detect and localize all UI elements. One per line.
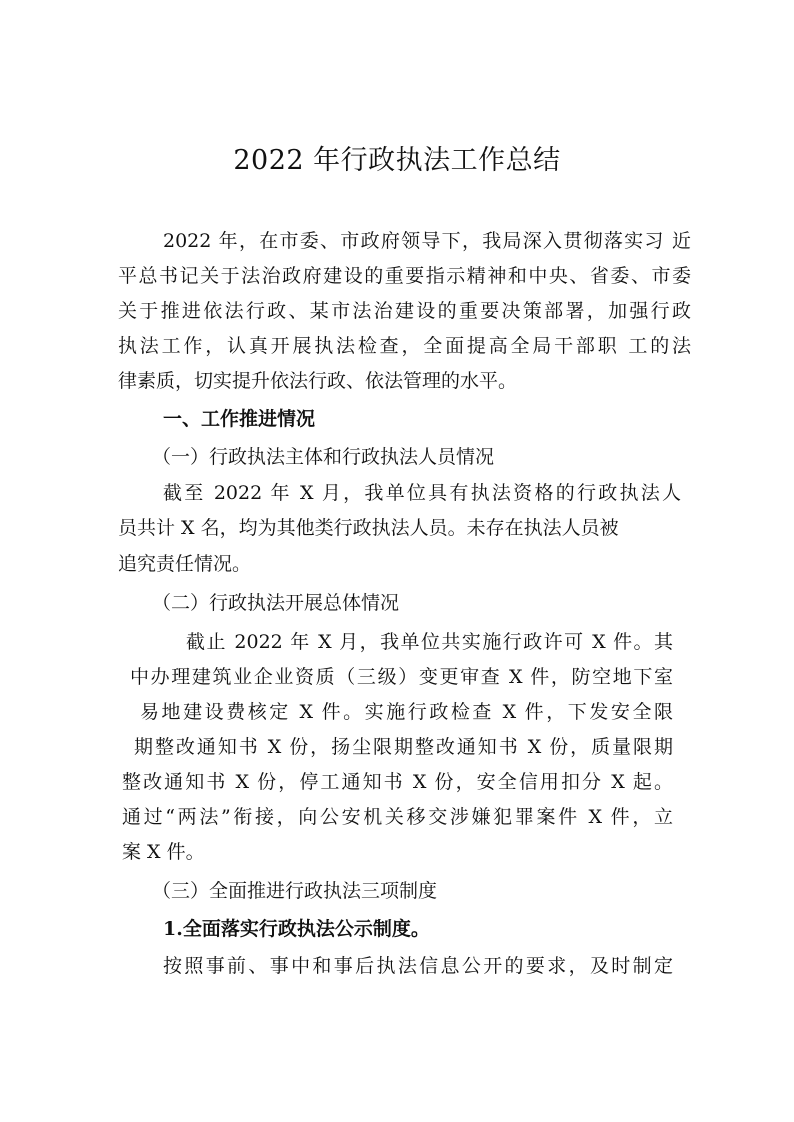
sub2-line-4: 期整改通知书 X 份，扬尘限期整改通知书 X 份，质量限期 — [134, 736, 673, 758]
sub1-line-1: 截至 2022 年 X 月，我单位具有执法资格的行政执法人 — [163, 482, 681, 504]
sub2-line-7: 案 X 件。 — [122, 841, 205, 863]
sub3-item-1-heading: 1.全面落实行政执法公示制度。 — [163, 918, 430, 940]
sub2-line-5: 整改通知书 X 份，停工通知书 X 份，安全信用扣分 X 起。 — [122, 771, 673, 793]
sub1-line-2: 员共计 X 名，均为其他类行政执法人员。未存在执法人员被 — [118, 517, 619, 539]
subsection-heading-3: （三）全面推进行政执法三项制度 — [152, 880, 438, 902]
sub2-line-2: 中办理建筑业企业资质（三级）变更审查 X 件，防空地下室 — [130, 666, 673, 688]
intro-line-3: 关于推进依法行政、某市法治建设的重要决策部署，加强行政 — [118, 300, 691, 322]
intro-line-1: 2022 年，在市委、市政府领导下，我局深入贯彻落实习 近 — [163, 230, 691, 252]
sub1-line-3: 追究责任情况。 — [118, 553, 252, 575]
sub2-line-1: 截止 2022 年 X 月，我单位共实施行政许可 X 件。其 — [186, 631, 673, 653]
sub2-line-3: 易地建设费核定 X 件。实施行政检查 X 件，下发安全限 — [140, 701, 673, 723]
section-heading: 一、工作推进情况 — [163, 408, 316, 430]
document-title: 2022 年行政执法工作总结 — [233, 145, 561, 176]
sub3-line-1: 按照事前、事中和事后执法信息公开的要求，及时制定 — [163, 955, 673, 977]
intro-line-2: 平总书记关于法治政府建设的重要指示精神和中央、省委、市委 — [118, 265, 691, 287]
sub2-line-6: 通过“两法”衔接，向公安机关移交涉嫌犯罪案件 X 件，立 — [122, 806, 673, 828]
subsection-heading-1: （一）行政执法主体和行政执法人员情况 — [152, 446, 495, 468]
intro-line-5: 律素质，切实提升依法行政、依法管理的水平。 — [118, 370, 518, 392]
intro-line-4: 执法工作，认真开展执法检查，全面提高全局干部职 工的法 — [118, 335, 691, 357]
subsection-heading-2: （二）行政执法开展总体情况 — [152, 592, 400, 614]
